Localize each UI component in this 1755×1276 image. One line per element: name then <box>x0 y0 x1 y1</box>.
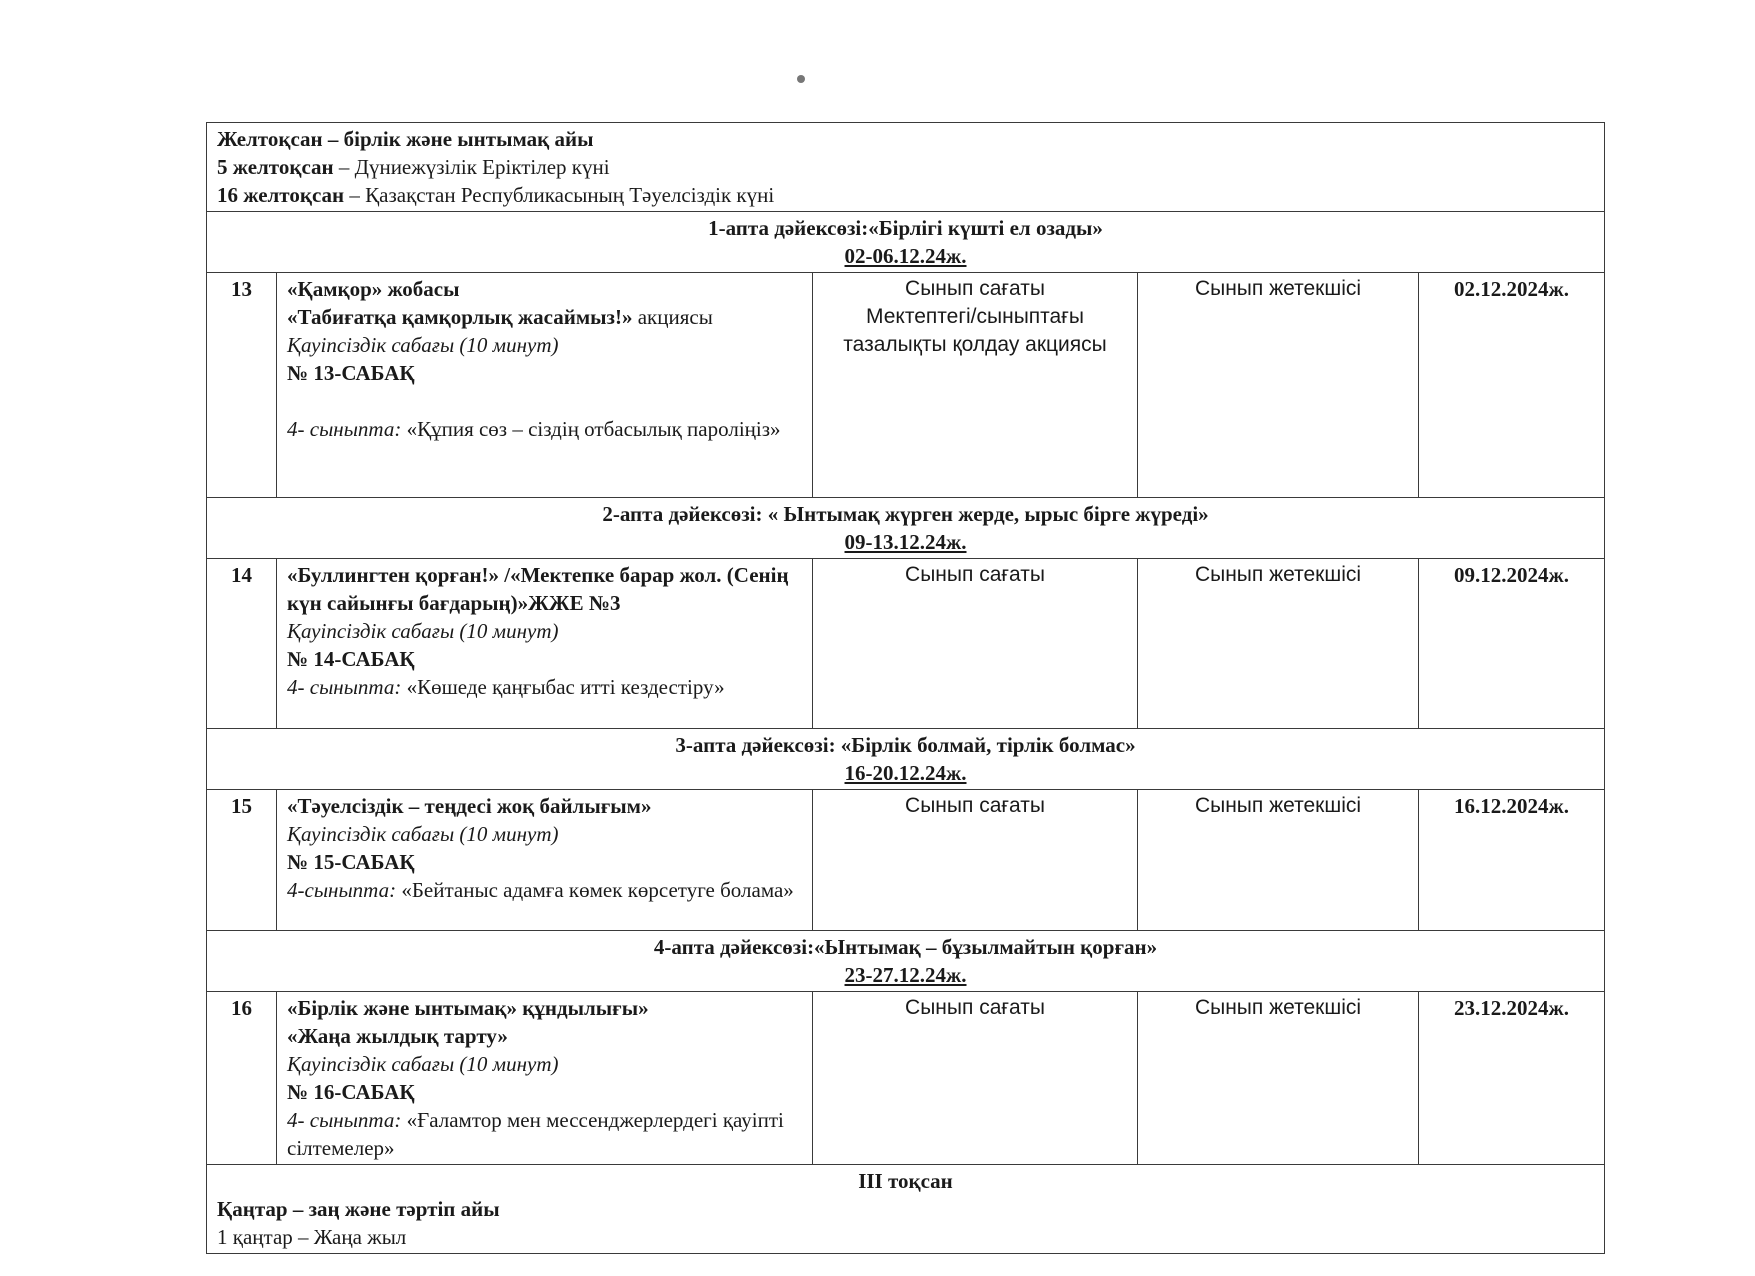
grade-label: 4-сыныпта: <box>287 878 397 902</box>
week-2-row <box>207 498 1605 559</box>
project-title: «Қамқор» жобасы <box>287 277 460 301</box>
form-detail: Мектептегі/сыныптағы тазалықты қолдау акциясы <box>843 305 1107 356</box>
event-form: Сынып сағаты <box>813 992 1138 1165</box>
week-1-motto: 1-апта дәйексөзі:«Бірлігі күшті ел озады» <box>708 216 1103 240</box>
week-1-row <box>207 212 1605 273</box>
event-line-1 <box>217 153 1594 181</box>
week-1-header <box>207 212 1605 273</box>
grade-label: 4- сыныпта: <box>287 675 402 699</box>
week-4-dates: 23-27.12.24ж. <box>844 963 967 987</box>
responsible: Сынып жетекшісі <box>1138 273 1419 498</box>
lesson-content <box>277 559 813 729</box>
week-4-motto: 4-апта дәйексөзі:«Ынтымақ – бұзылмайтын қорған» <box>653 935 1158 959</box>
week-2-header <box>207 498 1605 559</box>
responsible: Сынып жетекшісі <box>1138 559 1419 729</box>
lesson-content <box>277 992 813 1165</box>
week-4-header <box>207 931 1605 992</box>
row-number: 15 <box>207 790 277 931</box>
lesson-date: 16.12.2024ж. <box>1419 790 1605 931</box>
week-2-motto: 2-апта дәйексөзі: « Ынтымақ жүрген жерде, ырыс бірге жүреді» <box>602 502 1209 526</box>
lesson-row-13 <box>207 273 1605 498</box>
quarter-row <box>207 1165 1605 1254</box>
grade-topic: «Бейтаныс адамға көмек көрсетуге болама» <box>396 878 794 902</box>
quarter-title: ІІІ тоқсан <box>858 1169 953 1193</box>
responsible: Сынып жетекшісі <box>1138 790 1419 931</box>
event-line-2 <box>217 181 1594 209</box>
event-2-text: – Қазақстан Республикасының Тәуелсіздік күні <box>344 183 775 207</box>
lesson-row-16 <box>207 992 1605 1165</box>
week-1-dates: 02-06.12.24ж. <box>844 244 967 268</box>
grade-topic: «Көшеде қаңғыбас итті кездестіру» <box>401 675 725 699</box>
safety-lesson: Қауіпсіздік сабағы (10 минут) <box>287 619 559 643</box>
safety-lesson: Қауіпсіздік сабағы (10 минут) <box>287 822 559 846</box>
row-number: 14 <box>207 559 277 729</box>
plan-table <box>206 122 1605 1254</box>
week-3-motto: 3-апта дәйексөзі: «Бірлік болмай, тірлік болмас» <box>675 733 1136 757</box>
lesson-number: № 16-САБАҚ <box>287 1080 415 1104</box>
lesson-number: № 14-САБАҚ <box>287 647 415 671</box>
lesson-number: № 13-САБАҚ <box>287 361 415 385</box>
lesson-content <box>277 790 813 931</box>
safety-lesson: Қауіпсіздік сабағы (10 минут) <box>287 1052 559 1076</box>
week-3-header <box>207 729 1605 790</box>
grade-topic: «Ғаламтор мен мессенджерлердегі қауіпті сілтемелер» <box>287 1108 784 1160</box>
grade-label: 4- сыныпта: <box>287 417 402 441</box>
grade-label: 4- сыныпта: <box>287 1108 402 1132</box>
responsible: Сынып жетекшісі <box>1138 992 1419 1165</box>
next-month-title: Қаңтар – заң және тәртіп айы <box>217 1197 500 1221</box>
event-form <box>813 273 1138 498</box>
grade-topic: «Құпия сөз – сіздің отбасылық пароліңіз» <box>401 417 781 441</box>
lesson-number: № 15-САБАҚ <box>287 850 415 874</box>
lesson-date: 09.12.2024ж. <box>1419 559 1605 729</box>
lesson-content <box>277 273 813 498</box>
row-number: 13 <box>207 273 277 498</box>
lesson-row-15 <box>207 790 1605 931</box>
action-suffix: акциясы <box>632 305 713 329</box>
event-form: Сынып сағаты <box>813 790 1138 931</box>
lesson-date: 23.12.2024ж. <box>1419 992 1605 1165</box>
lesson-date: 02.12.2024ж. <box>1419 273 1605 498</box>
form-type: Сынып сағаты <box>905 277 1045 300</box>
event-1-text: – Дүниежүзілік Еріктілер күні <box>333 155 610 179</box>
week-3-row <box>207 729 1605 790</box>
lesson-title: «Буллингтен қорған!» /«Мектепке барар жол. (Сенің күн сайынғы бағдарың)»ЖЖЕ №3 <box>287 563 789 615</box>
month-header-row <box>207 123 1605 212</box>
next-month-event: 1 қаңтар – Жаңа жыл <box>217 1225 407 1249</box>
month-header <box>207 123 1605 212</box>
row-number: 16 <box>207 992 277 1165</box>
quarter-header <box>207 1165 1605 1254</box>
event-1-date: 5 желтоқсан <box>217 155 334 179</box>
week-3-dates: 16-20.12.24ж. <box>844 761 967 785</box>
week-2-dates: 09-13.12.24ж. <box>844 530 967 554</box>
month-title: Желтоқсан – бірлік және ынтымақ айы <box>217 127 594 151</box>
event-2-date: 16 желтоқсан <box>217 183 345 207</box>
safety-lesson: Қауіпсіздік сабағы (10 минут) <box>287 333 559 357</box>
lesson-title: «Бірлік және ынтымақ» құндылығы» <box>287 996 649 1020</box>
action-title: «Табиғатқа қамқорлық жасаймыз!» <box>287 305 633 329</box>
lesson-row-14 <box>207 559 1605 729</box>
event-form: Сынып сағаты <box>813 559 1138 729</box>
lesson-subtitle: «Жаңа жылдық тарту» <box>287 1024 508 1048</box>
scan-dot <box>797 75 805 83</box>
week-4-row <box>207 931 1605 992</box>
lesson-title: «Тәуелсіздік – теңдесі жоқ байлығым» <box>287 794 652 818</box>
